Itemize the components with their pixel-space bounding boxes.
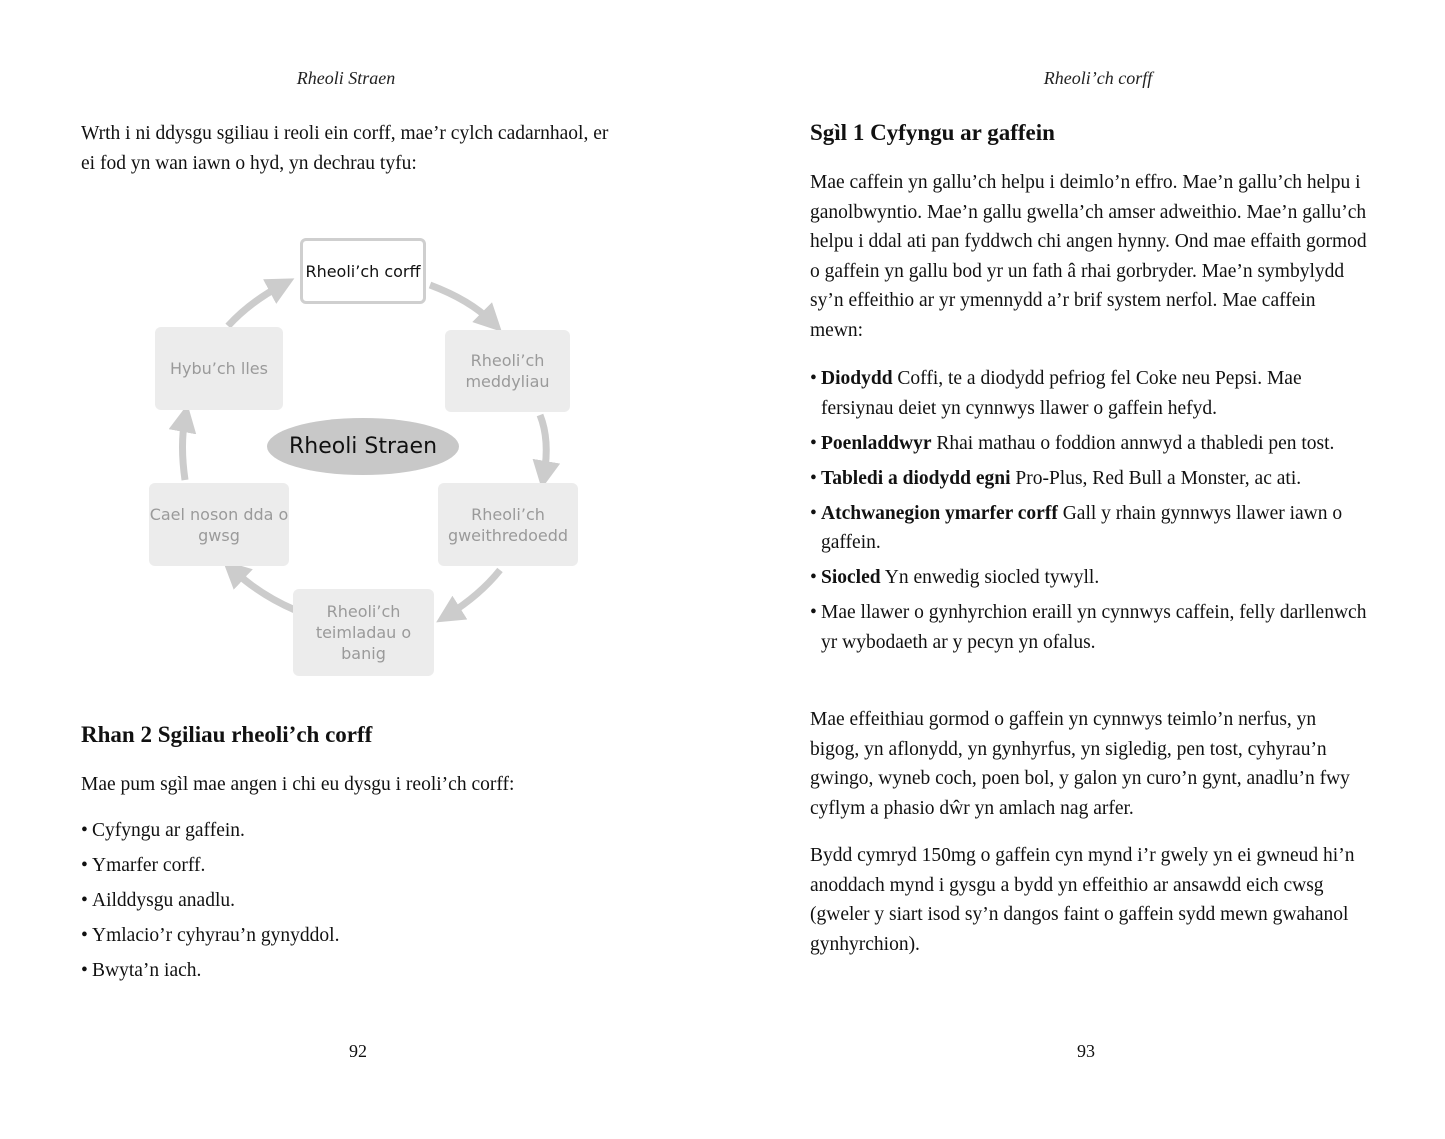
node-hybuch-lles: Hybu’ch lles: [155, 327, 283, 410]
node-cael-noson-dda: Cael noson dda o gwsg: [149, 483, 289, 566]
paragraph-text: Mae effeithiau gormod o gaffein yn cynnwys teimlo’n nerfus, yn bigog, yn aflonydd, yn gynhyrfus, yn sigledig, pen tost, cyhyrau’n gwingo, wyneb coch, poen bol, y galon yn curo’n gynt, anadlu’n fwy cyflym a phasio dŵr yn amlach nag arfer.: [810, 709, 1350, 819]
paragraph-2: [810, 705, 1370, 823]
list-term: Atchwanegion ymarfer corff: [821, 502, 1058, 524]
list-item: • Cyfyngu ar gaffein.: [81, 816, 681, 846]
right-page: [722, 0, 1445, 1139]
list-item: • Ymlacio’r cyhyrau’n gynyddol.: [81, 921, 681, 951]
page-number: 92: [349, 1041, 367, 1061]
list-item: [810, 429, 1370, 459]
center-rheoli-straen: Rheoli Straen: [267, 418, 459, 475]
paragraph-text: Bydd cymryd 150mg o gaffein cyn mynd i’r gwely yn ei gwneud hi’n anoddach mynd i gysgu a bydd yn effeithio ar ansawdd eich cwsg (gweler y siart isod sy’n dangos faint o gaffein sydd mewn gwahanol gynhyrchion).: [810, 845, 1355, 955]
paragraph-text: Mae caffein yn gallu’ch helpu i deimlo’n effro. Mae’n gallu’ch helpu i ganolbwyntio. Mae’n gallu gwella’ch amser adweithio. Mae’n gallu’ch helpu i ddal ati pan fyddwch chi angen hynny. Ond mae effaith gormod o gaffein yn gallu bod yr un fath â rhai gorbryder. Mae’n symbylydd sy’n effeithio ar yr ymennydd a’r brif system nerfol. Mae caffein mewn:: [810, 172, 1367, 341]
arrow-sleep-to-wellbeing: [183, 418, 186, 480]
skill-heading: Sgìl 1 Cyfyngu ar gaffein: [810, 120, 1055, 145]
list-item: • Ymarfer corff.: [81, 851, 681, 881]
node-rheolich-teimladau: Rheoli’ch teimladau o banig: [293, 589, 434, 676]
list-text: Coffi, te a diodydd pefriog fel Coke neu Pepsi. Mae fersiynau deiet yn cynnwys llawer o gaffein hefyd.: [821, 368, 1302, 419]
list-item: • Bwyta’n iach.: [81, 956, 681, 986]
section-intro: Mae pum sgìl mae angen i chi eu dysgu i reoli’ch corff:: [81, 774, 515, 795]
node-rheolich-corff: Rheoli’ch corff: [300, 238, 426, 304]
arrow-body-to-thoughts: [430, 285, 492, 322]
list-item: [810, 464, 1370, 494]
list-item: [810, 364, 1370, 423]
caffeine-sources-list: [810, 364, 1370, 663]
list-text: Mae llawer o gynhyrchion eraill yn cynnwys caffein, felly darllenwch yr wybodaeth ar y pecyn yn ofalus.: [821, 602, 1367, 653]
arrow-feelings-to-sleep: [233, 570, 295, 610]
running-head: Rheoli’ch corff: [1043, 68, 1153, 88]
page-number: 93: [1077, 1041, 1095, 1061]
running-head: Rheoli Straen: [296, 68, 396, 88]
list-term: Siocled: [821, 567, 881, 588]
list-text: Pro-Plus, Red Bull a Monster, ac ati.: [1010, 467, 1302, 489]
section-heading: Rhan 2 Sgiliau rheoli’ch corff: [81, 722, 373, 747]
list-item: [810, 563, 1370, 593]
list-term: Tabledi a diodydd egni: [821, 467, 1011, 489]
node-rheolich-gweithredoedd: Rheoli’ch gweithredoedd: [438, 483, 578, 566]
arrow-thoughts-to-actions: [540, 415, 546, 475]
section-heading-block: [81, 722, 681, 748]
list-text: Gall y rhain gynnwys llawer iawn o gaffein.: [821, 502, 1343, 553]
list-item: [810, 499, 1370, 558]
node-rheolich-meddyliau: Rheoli’ch meddyliau: [445, 330, 570, 412]
list-term: Poenladdwyr: [821, 432, 932, 454]
paragraph-1: [810, 168, 1370, 345]
list-text: Yn enwedig siocled tywyll.: [880, 567, 1100, 588]
skills-list: [81, 816, 681, 991]
section-intro-block: [81, 770, 681, 800]
list-item: • Ailddysgu anadlu.: [81, 886, 681, 916]
intro-paragraph: [81, 119, 621, 178]
left-page: [0, 0, 722, 1139]
paragraph-3: [810, 841, 1370, 959]
arrow-actions-to-feelings: [448, 570, 500, 615]
arrow-wellbeing-to-body: [228, 285, 282, 326]
intro-text: Wrth i ni ddysgu sgiliau i reoli ein corff, mae’r cylch cadarnhaol, er ei fod yn wan iawn o hyd, yn dechrau tyfu:: [81, 123, 609, 174]
list-term: Diodydd: [821, 368, 893, 389]
list-text: Rhai mathau o foddion annwyd a thabledi pen tost.: [931, 432, 1335, 454]
list-item: [810, 598, 1370, 657]
cycle-diagram: [140, 230, 590, 685]
skill-heading-block: [810, 120, 1390, 146]
